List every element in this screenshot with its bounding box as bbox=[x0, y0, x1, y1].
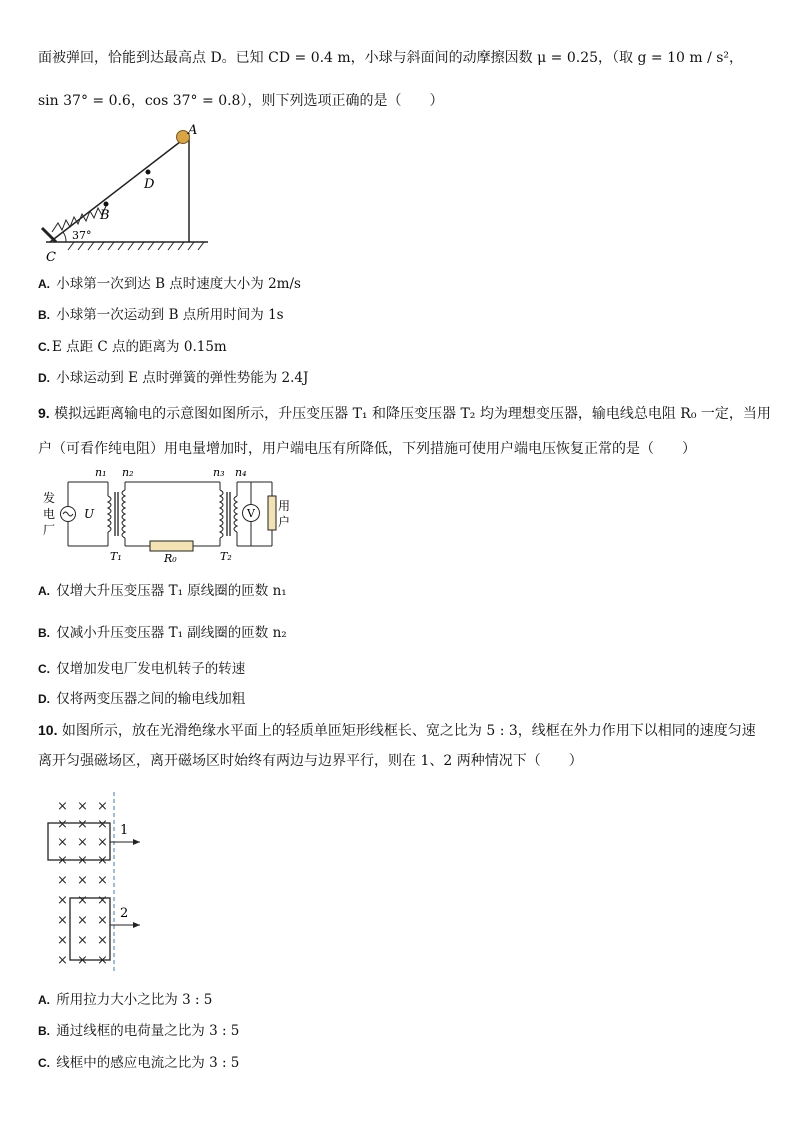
label-d: D bbox=[144, 177, 155, 192]
field-cross-mark: × bbox=[77, 853, 88, 868]
field-cross-mark: × bbox=[57, 835, 68, 850]
resistor-r0 bbox=[150, 541, 193, 551]
q8-option-a[interactable]: A. 小球第一次到达 B 点时速度大小为 2m/s bbox=[38, 276, 301, 292]
svg-text:用: 用 bbox=[278, 499, 290, 513]
field-cross-mark: × bbox=[57, 853, 68, 868]
q10-stem-line-2: 离开匀强磁场区，离开磁场区时始终有两边与边界平行，则在 1、2 两种情况下（ ） bbox=[38, 753, 583, 769]
q9-option-a[interactable]: A. 仅增大升压变压器 T₁ 原线圈的匝数 n₁ bbox=[38, 583, 287, 599]
q9-stem-line-1: 9. 模拟远距离输电的示意图如图所示，升压变压器 T₁ 和降压变压器 T₂ 均为理想变压器，输电线总电阻 R₀ 一定，当用 bbox=[38, 405, 771, 422]
field-cross-mark: × bbox=[97, 817, 108, 832]
field-cross-mark: × bbox=[57, 799, 68, 814]
q10-option-a[interactable]: A. 所用拉力大小之比为 3 : 5 bbox=[38, 992, 213, 1008]
field-cross-mark: × bbox=[57, 953, 68, 968]
svg-text:发: 发 bbox=[43, 491, 56, 505]
svg-text:T₁: T₁ bbox=[110, 550, 122, 562]
field-cross-mark: × bbox=[57, 893, 68, 908]
field-cross-mark: × bbox=[97, 893, 108, 908]
q9-option-b[interactable]: B. 仅减小升压变压器 T₁ 副线圈的匝数 n₂ bbox=[38, 625, 287, 641]
transmission-circuit-diagram bbox=[40, 462, 290, 562]
q8-option-d[interactable]: D. 小球运动到 E 点时弹簧的弹性势能为 2.4J bbox=[38, 370, 309, 386]
field-cross-mark: × bbox=[77, 893, 88, 908]
q10-option-c[interactable]: C. 线框中的感应电流之比为 3 : 5 bbox=[38, 1055, 240, 1071]
field-cross-mark: × bbox=[77, 799, 88, 814]
field-cross-mark: × bbox=[77, 873, 88, 888]
field-cross-mark: × bbox=[97, 913, 108, 928]
user-load bbox=[268, 496, 276, 530]
field-cross-mark: × bbox=[97, 835, 108, 850]
q8-intro-line-1: 面被弹回，恰能到达最高点 D。已知 CD = 0.4 m，小球与斜面间的动摩擦因数 μ = 0.25，（取 g = 10 m / s²， bbox=[38, 50, 744, 66]
svg-text:电: 电 bbox=[43, 507, 56, 521]
field-cross-mark: × bbox=[57, 873, 68, 888]
field-cross-mark: × bbox=[97, 799, 108, 814]
svg-text:n₄: n₄ bbox=[235, 466, 247, 479]
point-d bbox=[146, 170, 151, 175]
svg-text:V: V bbox=[247, 507, 255, 520]
field-cross-mark: × bbox=[77, 933, 88, 948]
svg-text:厂: 厂 bbox=[43, 523, 56, 537]
magnetic-field-diagram bbox=[40, 788, 160, 978]
q9-stem-line-2: 户（可看作纯电阻）用电量增加时，用户端电压有所降低，下列措施可使用户端电压恢复正常的是（ ） bbox=[38, 441, 696, 457]
field-cross-mark: × bbox=[57, 913, 68, 928]
field-cross-mark: × bbox=[77, 835, 88, 850]
angle-label: 37° bbox=[72, 229, 92, 242]
field-cross-mark: × bbox=[97, 873, 108, 888]
label-b: B bbox=[100, 208, 110, 223]
point-b bbox=[104, 202, 109, 207]
q9-option-c[interactable]: C. 仅增加发电厂发电机转子的转速 bbox=[38, 661, 246, 677]
q10-option-b[interactable]: B. 通过线框的电荷量之比为 3 : 5 bbox=[38, 1023, 240, 1039]
svg-text:T₂: T₂ bbox=[220, 550, 232, 562]
field-cross-mark: × bbox=[77, 953, 88, 968]
incline-spring-diagram bbox=[36, 120, 216, 265]
field-cross-mark: × bbox=[97, 853, 108, 868]
svg-text:n₃: n₃ bbox=[213, 466, 225, 479]
field-cross-mark: × bbox=[57, 933, 68, 948]
svg-text:n₂: n₂ bbox=[122, 466, 134, 479]
field-cross-mark: × bbox=[77, 817, 88, 832]
svg-text:1: 1 bbox=[120, 823, 129, 838]
svg-text:R₀: R₀ bbox=[164, 552, 177, 562]
svg-text:U: U bbox=[84, 507, 95, 521]
label-c: C bbox=[46, 250, 56, 265]
field-cross-mark: × bbox=[57, 817, 68, 832]
q9-option-d[interactable]: D. 仅将两变压器之间的输电线加粗 bbox=[38, 691, 246, 707]
label-a: A bbox=[188, 123, 198, 138]
q10-stem-line-1: 10. 如图所示，放在光滑绝缘水平面上的轻质单匝矩形线框长、宽之比为 5 : 3，线框在外力作用下以相同的速度匀速 bbox=[38, 722, 756, 739]
field-cross-mark: × bbox=[97, 933, 108, 948]
q8-intro-line-2: sin 37° = 0.6，cos 37° = 0.8），则下列选项正确的是（ ） bbox=[38, 93, 444, 109]
svg-text:n₁: n₁ bbox=[95, 466, 107, 479]
field-cross-mark: × bbox=[97, 953, 108, 968]
field-cross-mark: × bbox=[77, 913, 88, 928]
q8-option-b[interactable]: B. 小球第一次运动到 B 点所用时间为 1s bbox=[38, 307, 284, 323]
q8-option-c[interactable]: C. E 点距 C 点的距离为 0.15m bbox=[38, 339, 227, 355]
svg-text:2: 2 bbox=[120, 906, 129, 921]
svg-text:户: 户 bbox=[278, 515, 290, 529]
